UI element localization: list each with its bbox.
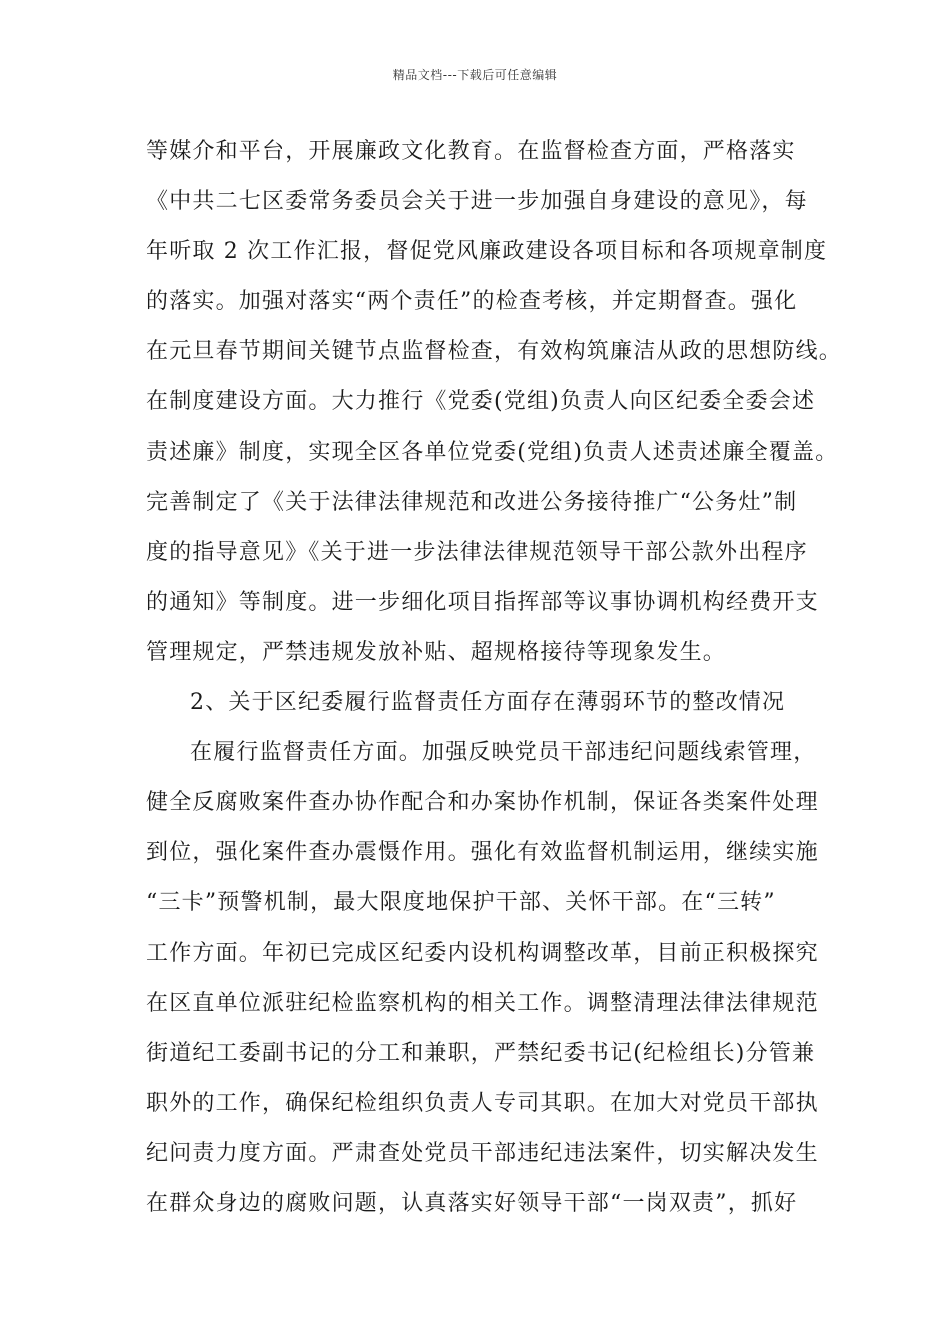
text-line: 的落实。加强对落实“两个责任”的检查考核，并定期督查。强化 bbox=[146, 289, 798, 315]
text-line: 在履行监督责任方面。加强反映党员干部违纪问题线索管理， bbox=[190, 740, 817, 766]
text-line: 到位，强化案件查办震慑作用。强化有效监督机制运用，继续实施 bbox=[146, 840, 819, 866]
text-line: “三卡”预警机制，最大限度地保护干部、关怀干部。在“三转” bbox=[146, 890, 776, 916]
text-line: 在区直单位派驻纪检监察机构的相关工作。调整清理法律法律规范 bbox=[146, 990, 819, 1016]
text-line: 责述廉》制度，实现全区各单位党委(党组)负责人述责述廉全覆盖。 bbox=[146, 439, 839, 465]
text-line: 纪问责力度方面。严肃查处党员干部违纪违法案件，切实解决发生 bbox=[146, 1140, 819, 1166]
text-line: 2、关于区纪委履行监督责任方面存在薄弱环节的整改情况 bbox=[190, 690, 786, 716]
text-line: 在元旦春节期间关键节点监督检查，有效构筑廉洁从政的思想防线。 bbox=[146, 339, 843, 365]
body-text bbox=[146, 132, 843, 1234]
text-line: 街道纪工委副书记的分工和兼职，严禁纪委书记(纪检组长)分管兼 bbox=[146, 1040, 816, 1066]
text-line: 在群众身边的腐败问题，认真落实好领导干部“一岗双责”，抓好 bbox=[146, 1190, 798, 1216]
text-line: 《中共二七区委常务委员会关于进一步加强自身建设的意见》，每 bbox=[146, 189, 808, 215]
text-line: 职外的工作，确保纪检组织负责人专司其职。在加大对党员干部执 bbox=[146, 1090, 819, 1116]
text-line: 年听取 2 次工作汇报，督促党风廉政建设各项目标和各项规章制度 bbox=[146, 239, 828, 265]
text-line: 工作方面。年初已完成区纪委内设机构调整改革，目前正积极探究 bbox=[146, 940, 819, 966]
text-line: 度的指导意见》《关于进一步法律法律规范领导干部公款外出程序 bbox=[146, 539, 808, 565]
text-line: 等媒介和平台，开展廉政文化教育。在监督检查方面，严格落实 bbox=[146, 139, 796, 164]
page-header: 精品文档---下载后可任意编辑 bbox=[392, 68, 558, 82]
text-line: 健全反腐败案件查办协作配合和办案协作机制，保证各类案件处理 bbox=[146, 790, 819, 816]
text-line: 管理规定，严禁违规发放补贴、超规格接待等现象发生。 bbox=[146, 639, 727, 665]
text-line: 完善制定了《关于法律法律规范和改进公务接待推广“公务灶”制 bbox=[146, 489, 798, 515]
text-line: 的通知》等制度。进一步细化项目指挥部等议事协调机构经费开支 bbox=[146, 589, 819, 615]
text-line: 在制度建设方面。大力推行《党委(党组)负责人向区纪委全委会述 bbox=[146, 389, 816, 415]
